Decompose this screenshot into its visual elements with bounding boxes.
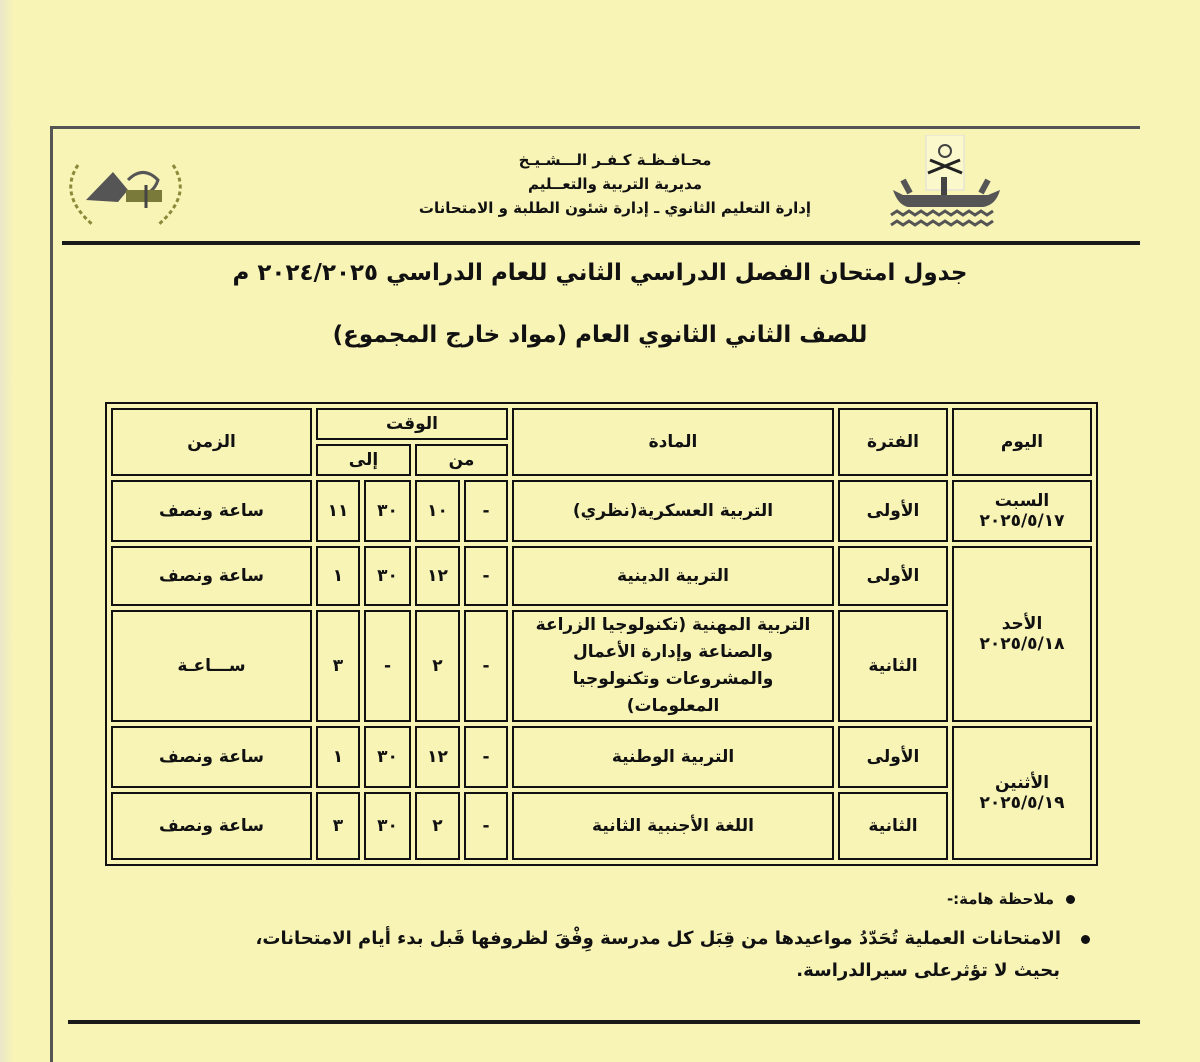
governorate-seal-logo — [58, 150, 193, 230]
table-row — [111, 480, 1092, 542]
to-minute-cell: ٣٠ — [364, 792, 411, 860]
to-hour-cell: ١ — [316, 726, 360, 788]
to-minute-cell: ٣٠ — [364, 546, 411, 606]
to-minute-cell: ٣٠ — [364, 480, 411, 542]
from-minute-cell: - — [464, 726, 508, 788]
kafr-elsheikh-boat-logo — [888, 135, 1003, 235]
to-hour-cell: ١ — [316, 546, 360, 606]
period-cell: الثانية — [838, 610, 948, 722]
to-hour-cell: ١١ — [316, 480, 360, 542]
exam-schedule-table — [105, 402, 1098, 866]
day-cell — [952, 480, 1092, 542]
notes-heading — [115, 890, 1075, 908]
header-from: من — [415, 444, 508, 476]
duration-cell: ساعة ونصف — [111, 546, 312, 606]
note-item — [130, 928, 1090, 949]
subject-cell: اللغة الأجنبية الثانية — [512, 792, 834, 860]
directorate-name: مديرية التربية والتعــليم — [527, 175, 703, 193]
day-date: ٢٠٢٥/٥/١٧ — [979, 511, 1065, 531]
department-name: إدارة التعليم الثانوي ـ إدارة شئون الطلبة و الامتحانات — [418, 199, 812, 217]
duration-cell: ســـاعـة — [111, 610, 312, 722]
header-to: إلى — [316, 444, 411, 476]
schedule-title: جدول امتحان الفصل الدراسي الثاني للعام الدراسي ٢٠٢٤/٢٠٢٥ م — [232, 260, 968, 286]
from-minute-cell: - — [464, 480, 508, 542]
from-minute-cell: - — [464, 792, 508, 860]
note-line-1: الامتحانات العملية تُحَدّدُ مواعيدها من قِبَل كل مدرسة وِفْقَ لظروفها قَبل بدء أيام الامتحانات، — [255, 928, 1061, 949]
day-name: السبت — [994, 491, 1050, 511]
header-period: الفترة — [838, 408, 948, 476]
bullet-icon — [1081, 935, 1090, 944]
header-subject: المادة — [512, 408, 834, 476]
bottom-divider — [68, 1020, 1140, 1024]
table-row — [111, 726, 1092, 788]
day-name: الأثنين — [994, 773, 1050, 793]
period-cell: الأولى — [838, 546, 948, 606]
day-name: الأحد — [1001, 614, 1043, 634]
period-cell: الثانية — [838, 792, 948, 860]
duration-cell: ساعة ونصف — [111, 726, 312, 788]
page-fold — [0, 0, 14, 1062]
period-cell: الأولى — [838, 480, 948, 542]
header-day: اليوم — [952, 408, 1092, 476]
bullet-icon — [1066, 895, 1075, 904]
table-row — [111, 546, 1092, 606]
from-hour-cell: ٢ — [415, 792, 460, 860]
table-row — [111, 792, 1092, 860]
day-cell — [952, 546, 1092, 722]
to-minute-cell: - — [364, 610, 411, 722]
header-row — [111, 408, 1092, 440]
from-hour-cell: ١٢ — [415, 546, 460, 606]
day-date: ٢٠٢٥/٥/١٨ — [979, 634, 1065, 654]
day-date: ٢٠٢٥/٥/١٩ — [979, 793, 1065, 813]
from-minute-cell: - — [464, 610, 508, 722]
duration-cell: ساعة ونصف — [111, 480, 312, 542]
to-hour-cell: ٣ — [316, 610, 360, 722]
governorate-name: محـافـظـة كـفـر الـــشـيـخ — [518, 151, 712, 169]
table-row — [111, 610, 1092, 722]
header-duration: الزمن — [111, 408, 312, 476]
subject-cell: التربية الوطنية — [512, 726, 834, 788]
header-time: الوقت — [316, 408, 508, 440]
left-border — [50, 126, 53, 1062]
to-minute-cell: ٣٠ — [364, 726, 411, 788]
schedule-subtitle: للصف الثاني الثانوي العام (مواد خارج المجموع) — [332, 322, 868, 348]
from-hour-cell: ١٢ — [415, 726, 460, 788]
issuer-header — [380, 148, 850, 220]
subject-cell: التربية الدينية — [512, 546, 834, 606]
from-hour-cell: ١٠ — [415, 480, 460, 542]
from-hour-cell: ٢ — [415, 610, 460, 722]
duration-cell: ساعة ونصف — [111, 792, 312, 860]
day-cell — [952, 726, 1092, 860]
to-hour-cell: ٣ — [316, 792, 360, 860]
subject-cell: التربية العسكرية(نظري) — [512, 480, 834, 542]
note-line-2: بحيث لا تؤثرعلى سيرالدراسة. — [796, 960, 1060, 981]
header-divider — [62, 241, 1140, 245]
period-cell: الأولى — [838, 726, 948, 788]
from-minute-cell: - — [464, 546, 508, 606]
top-divider — [50, 126, 1140, 129]
notes-heading-text: ملاحظة هامة:- — [946, 890, 1054, 908]
subject-cell: التربية المهنية (تكنولوجيا الزراعة والصناعة وإدارة الأعمال والمشروعات وتكنولوجيا المعلومات) — [512, 610, 834, 722]
